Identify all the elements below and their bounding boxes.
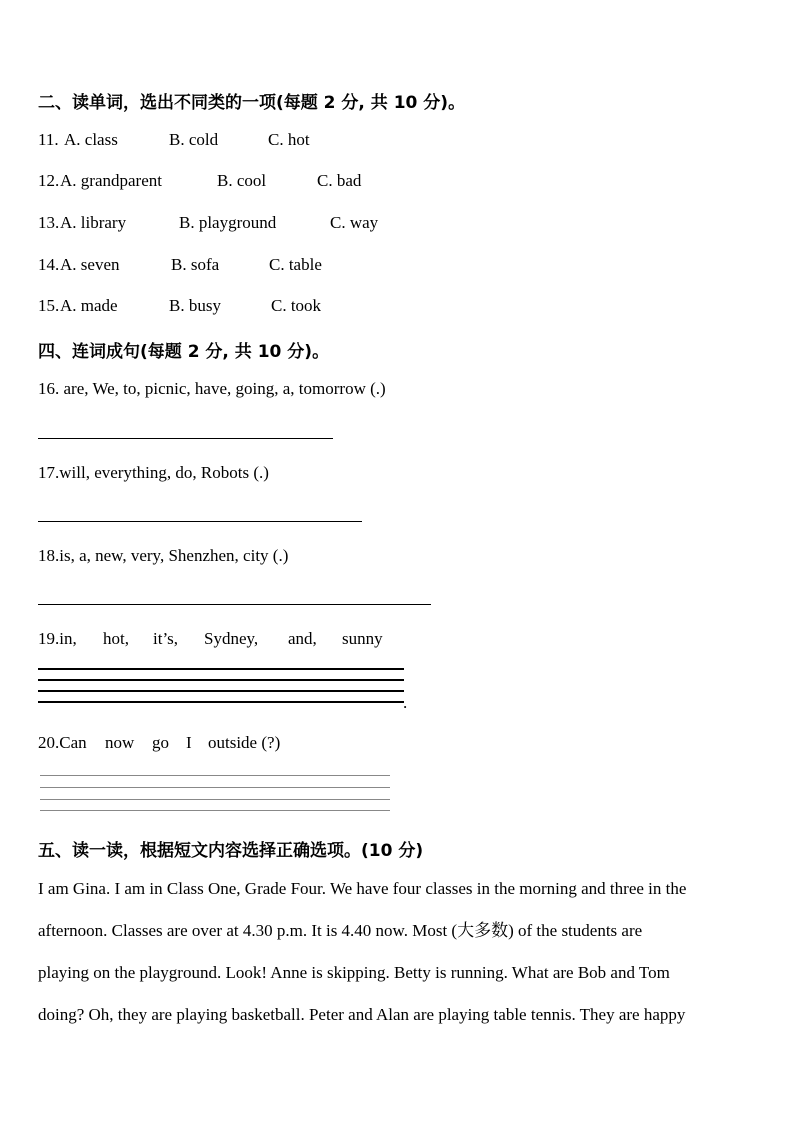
word: and,	[288, 629, 317, 648]
answer-line-20[interactable]	[40, 799, 390, 800]
option-c: C. table	[269, 255, 322, 274]
word: 19.in,	[38, 629, 77, 648]
option-b: B. sofa	[171, 255, 220, 274]
question-17: 17.will, everything, do, Robots (.)	[38, 463, 269, 482]
option-c: C. took	[271, 296, 322, 315]
answer-line-17[interactable]	[38, 521, 362, 522]
word: now	[105, 733, 135, 752]
answer-line-19[interactable]	[38, 679, 404, 681]
option-a: A. class	[64, 130, 118, 149]
question-18: 18.is, a, new, very, Shenzhen, city (.)	[38, 546, 289, 565]
answer-line-18[interactable]	[38, 604, 431, 605]
word: go	[152, 733, 169, 752]
question-number: 13.	[38, 213, 60, 232]
option-a: A. made	[60, 296, 118, 315]
word: hot,	[103, 629, 129, 648]
question-number: 14.	[38, 255, 60, 274]
reading-passage	[38, 878, 758, 1046]
passage-line: playing on the playground. Look! Anne is skipping. Betty is running. What are Bob and Tom	[38, 963, 670, 982]
option-b: B. playground	[179, 213, 277, 232]
answer-line-19[interactable]	[38, 701, 404, 703]
passage-line: I am Gina. I am in Class One, Grade Four. We have four classes in the morning and three in the	[38, 879, 687, 898]
option-b: B. cool	[217, 171, 267, 190]
word: sunny	[342, 629, 383, 648]
option-a: A. grandparent	[60, 171, 162, 190]
section-2-heading: 二、读单词，选出不同类的一项(每题 2 分, 共 10 分)。	[38, 93, 466, 113]
answer-line-20[interactable]	[40, 775, 390, 776]
word: outside (?)	[208, 733, 281, 752]
question-number: 15.	[38, 296, 60, 315]
answer-line-20[interactable]	[40, 810, 390, 811]
passage-line: doing? Oh, they are playing basketball. Peter and Alan are playing table tennis. They are happy	[38, 1005, 686, 1024]
answer-line-16[interactable]	[38, 438, 333, 439]
section-4-heading: 四、连词成句(每题 2 分, 共 10 分)。	[38, 342, 330, 362]
option-b: B. busy	[169, 296, 221, 315]
word: 20.Can	[38, 733, 87, 752]
question-number: 11.	[38, 130, 59, 149]
passage-line: afternoon. Classes are over at 4.30 p.m. It is 4.40 now. Most (大多数) of the students are	[38, 921, 643, 940]
option-b: B. cold	[169, 130, 219, 149]
option-c: C. bad	[317, 171, 362, 190]
answer-line-20[interactable]	[40, 787, 390, 788]
question-16: 16. are, We, to, picnic, have, going, a, tomorrow (.)	[38, 379, 386, 398]
option-c: C. way	[330, 213, 379, 232]
option-a: A. seven	[60, 255, 120, 274]
section-5-heading: 五、读一读，根据短文内容选择正确选项。(10 分)	[38, 841, 424, 861]
word: I	[186, 733, 192, 752]
word: Sydney,	[204, 629, 259, 648]
option-c: C. hot	[268, 130, 310, 149]
period-mark: .	[403, 693, 408, 712]
answer-line-19[interactable]	[38, 690, 404, 692]
option-a: A. library	[60, 213, 127, 232]
answer-line-19[interactable]	[38, 668, 404, 670]
question-number: 12.	[38, 171, 60, 190]
word: it’s,	[153, 629, 179, 648]
